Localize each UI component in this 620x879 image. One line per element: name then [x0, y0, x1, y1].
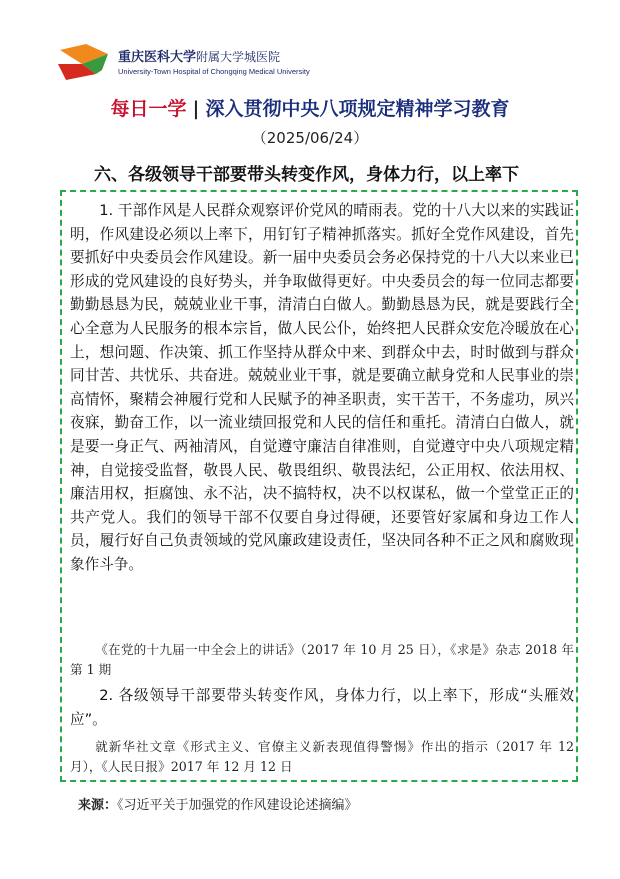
- source-citation-1: 《在党的十九届一中全会上的讲话》（2017 年 10 月 25 日），《求是》杂志 2018 年第 1 期: [70, 642, 574, 677]
- hospital-name: 附属大学城医院: [196, 50, 281, 64]
- hospital-name-cn: [118, 46, 280, 65]
- section-heading: 六、各级领导干部要带头转变作风，身体力行，以上率下: [94, 165, 519, 185]
- body-paragraph-2: 2. 各级领导干部要带头转变作风，身体力行，以上率下，形成“头雁效应”。: [70, 687, 574, 728]
- footer-source-label: 来源：: [78, 798, 118, 813]
- page-title: [0, 94, 620, 121]
- source-citation-2: 就新华社文章《形式主义、官僚主义新表现值得警惕》作出的指示（2017 年 12 月），《人民日报》2017 年 12 月 12 日: [70, 739, 574, 774]
- title-separator: |: [192, 98, 200, 120]
- footer-source: [78, 794, 358, 813]
- body-paragraph-1: 1. 干部作风是人民群众观察评价党风的晴雨表。党的十八大以来的实践证明，作风建设必须以上率下，用钉钉子精神抓落实。抓好全党作风建设，首先要抓好中央委员会作风建设。新一届中央委员会务必保持党的十八大以来业已形成的党风建设的良好势头，并争取做得更好。中央委员会的每一位同志都要勤勤恳恳为民，兢兢业业干事，清清白白做人。勤勤恳恳为民，就是要践行全心全意为人民服务的根本宗旨，做人民公仆，始终把人民群众安危冷暖放在心上，想问题、作决策、抓工作坚持从群众中来、到群众中去，时时做到与群众同甘苦、共忧乐、共奋进。兢兢业业干事，就是要确立献身党和人民事业的崇高情怀，聚精会神履行党和人民赋予的神圣职责，实干苦干，不务虚功，夙兴夜寐，勤奋工作，以一流业绩回报党和人民的信任和重托。清清白白做人，就是要一身正气、两袖清风，自觉遵守廉洁自律准则，自觉遵守中央八项规定精神，自觉接受监督，敬畏人民、敬畏组织、敬畏法纪，公正用权、依法用权、廉洁用权，拒腐蚀、永不沾，决不搞特权，决不以权谋私，做一个堂堂正正的共产党人。我们的领导干部不仅要自身过得硬，还要管好家属和身边工作人员，履行好自己负责领域的党风廉政建设责任，坚决同各种不正之风和腐败现象作斗争。: [70, 202, 574, 573]
- hospital-name-en: University-Town Hospital of Chongqing Medical University: [118, 67, 310, 76]
- title-daily-study: 每日一学: [110, 98, 187, 120]
- hospital-header: [56, 40, 316, 84]
- publish-date: （2025/06/24）: [251, 129, 369, 147]
- footer-source-text: 《习近平关于加强党的作风建设论述摘编》: [117, 798, 358, 813]
- university-name: 重庆医科大学: [118, 50, 197, 65]
- hospital-logo-icon: [56, 40, 112, 84]
- title-topic: 深入贯彻中央八项规定精神学习教育: [205, 98, 510, 120]
